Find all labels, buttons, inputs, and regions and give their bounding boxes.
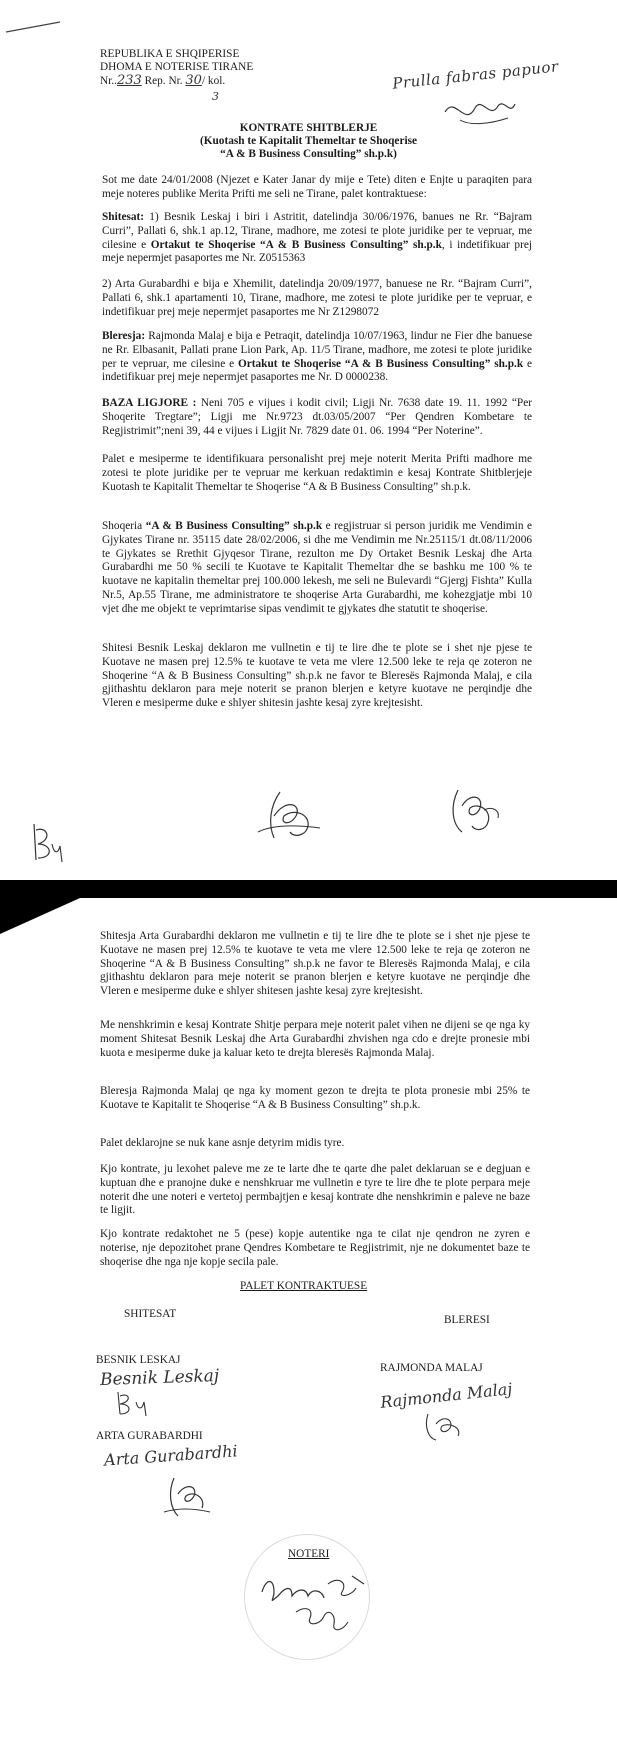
rajmonda-name: RAJMONDA MALAJ	[380, 1362, 483, 1374]
besnik-initials	[112, 1388, 152, 1418]
bleresja-rights-paragraph: Bleresja Rajmonda Malaj qe nga ky moment gezon te drejta te plota pronesie mbi 25% te Kuotave te Kapitalit te Shoqerise “A & B Business Consulting” sh.p.k.	[100, 1085, 530, 1111]
baza-ligjore-paragraph: BAZA LIGJORE : Neni 705 e vijues i kodit civil; Ligji Nr. 7638 date 19. 11. 1992 “Per Shoqerite Tregtare”; Ligji me Nr.9723 dt.03/05/2007 “Per Qendren Kombetare te Regjistrimit”;neni 39, 44 e vijues i Ligjit Nr. 7829 date 01. 06. 1994 “Per Noterine”.	[102, 397, 532, 437]
besnik-signature: Besnik Leskaj	[99, 1365, 220, 1391]
header-dhoma: DHOMA E NOTERISE TIRANE	[100, 61, 254, 73]
contract-page-2	[0, 898, 617, 1754]
corner-mark	[4, 20, 64, 36]
shoqeria-paragraph: Shoqeria “A & B Business Consulting” sh.p.k e regjistruar si person juridik me Vendimin e Gjykates Tirane nr. 35115 date 28/02/2006, si dhe me Vendimin me Nr.25115/1 dt.08/11/2006 te Gjykates se Rrethit Gjyqesor Tirane, rezulton me Dy Ortaket Besnik Leskaj dhe Arta Gurabardhi me 50 % secili te Kuotave te Kapitalit Themeltar dhe se bashku me 100 % te kuotave ne kapitalin themeltar prej 100.000 lekesh, me seli ne Bulevardi “Gjergj Fishta” Kulla Nr.5, Ap.55 Tirane, me administratore te shoqerise Arta Gurabardhi, me kohezgjatje mbi 10 vjet dhe me objekt te veprimtarise sipas vendimit te gjykates dhe statutit te shoqerise.	[102, 520, 532, 615]
signature-besnik-page1	[250, 786, 330, 846]
arta-signature: Arta Gurabardhi	[103, 1441, 239, 1470]
besnik-name: BESNIK LESKAJ	[96, 1354, 181, 1366]
rajmonda-signature: Rajmonda Malaj	[379, 1379, 514, 1412]
title-line2: (Kuotash te Kapitalit Themeltar te Shoqerise	[199, 135, 418, 147]
kopje-paragraph: Kjo kontrate redaktohet ne 5 (pese) kopje autentike nga te cilat nje qendron ne zyren e noterise, nje depozitohet prane Qendres Kombetare te Regjistrimit, nje ne dokumentet baze te shoqerise dhe nga nje kopje secila pale.	[100, 1228, 530, 1268]
page-separator	[0, 880, 617, 898]
title-line1: KONTRATE SHITBLERJE	[239, 122, 378, 134]
signature-arta-page1	[440, 780, 510, 840]
noteri-label: NOTERI	[288, 1548, 330, 1560]
arta-name: ARTA GURABARDHI	[96, 1430, 203, 1442]
arta-initials	[158, 1472, 218, 1522]
intro-paragraph: Sot me date 24/01/2008 (Njezet e Kater Janar dy mije e Tete) diten e Enjte u paraqiten para meje noteres publike Merita Prifti me seli ne Tirane, palet kontraktuese:	[102, 174, 532, 200]
bleresja-paragraph: Bleresja: Rajmonda Malaj e bija e Petraqit, datelindja 10/07/1963, lindur ne Fier dhe banuese ne Rr. Elbasanit, Pallati prane Lion Park, Ap. 11/5 Tirane, madhore, me zotesi te plote juridike per te vepruar, me cilesine e Ortakut te Shoqerise “A & B Business Consulting” sh.p.k e indetifikuar prej meje nepermjet pasaportes me Nr. D 0000238.	[102, 330, 532, 384]
header-republika: REPUBLIKA E SHQIPERISE	[100, 48, 240, 60]
shitesi-paragraph: Shitesi Besnik Leskaj deklaron me vullnetin e tij te lire dhe te plote se i shet nje pjese te Kuotave ne masen prej 12.5% te kuotave te veta me vlere 12.500 leke te reja qe zoteron ne Shoqerine “A & B Business Consulting” sh.p.k ne favor te Bleresës Rajmonda Malaj, e cila gjithashtu deklaron para meje noterit se pranon blerjen e ketyre kuotave ne perqindje dhe Vleren e mesiperme duke e shlyer shitesin jashte kesaj zyre krejtesisht.	[102, 642, 532, 710]
shitesja-paragraph: Shitesja Arta Gurabardhi deklaron me vullnetin e tij te lire dhe te plote se i shet nje pjese te Kuotave ne masen prej 12.5% te kuotave te veta me vlere 12.500 leke te reja qe zoteron ne Shoqerine “A & B Business Consulting” sh.p.k ne favor te Bleresës Rajmonda Malaj, e cila gjithashtu deklaron para meje noterit se pranon blerjen e ketyre kuotave ne perqindje dhe Vleren e mesiperme duke e shlyer shitesen jashte kesaj zyre krejtesisht.	[100, 930, 530, 998]
detyrim-paragraph: Palet deklarojne se nuk kane asnje detyrim midis tyre.	[100, 1137, 345, 1149]
signature-left-margin	[26, 820, 66, 865]
palet-identifikuara-paragraph: Palet e mesiperme te identifikuara personalisht prej meje noterit Merita Prifti madhore me zotesi te plote juridike per te vepruar me kerkuan redaktimin e kesaj Kontrate Shitblerjeje Kuotash te Kapitalit Themeltar te Shoqerise “A & B Business Consulting” sh.p.k.	[102, 453, 532, 493]
lexohet-paragraph: Kjo kontrate, ju lexohet paleve me ze te larte dhe te qarte dhe palet deklaruan se e degjuan e kuptuan dhe e pranojne duke e nenshkruar me vullnetin e tyre te lire dhe te plote perpara meje noterit dhe une noteri e vertetoj permbajtjen e kesaj kontrate dhe nenshkrimin e paleve ne baze te ligjit.	[100, 1163, 530, 1217]
header-numbers: Nr..233 Rep. Nr. 30/ kol.	[100, 73, 226, 88]
title-line3: “A & B Business Consulting” sh.p.k)	[220, 148, 397, 160]
page-corner-fold	[0, 898, 80, 934]
shitesat-label: SHITESAT	[124, 1308, 177, 1320]
rep-sub-number: 3	[212, 90, 219, 103]
rajmonda-initials	[420, 1408, 470, 1444]
nenshkrimi-paragraph: Me nenshkrimin e kesaj Kontrate Shitje perpara meje noterit palet vihen ne dijeni se qe nga ky moment Shitesat Besnik Leskaj dhe Arta Gurabardhi zhvishen nga cdo e drejte pronesie mbi kuota e mesiperme duke ja kaluar keto te drejta bleresës Rajmonda Malaj.	[100, 1019, 530, 1059]
bleresi-label: BLERESI	[444, 1314, 490, 1326]
handwritten-note: Prulla fabras papuor	[391, 57, 560, 93]
shitesja-2-paragraph: 2) Arta Gurabardhi e bija e Xhemilit, datelindja 20/09/1977, banuese ne Rr. “Bajram Curri”, Pallati 6, shk.1 apartamenti 10, Tirane, madhore, me zotesi te plote juridike per te vepruar, e indetifikuar prej meje nepermjet pasaportes me Nr Z1298072	[102, 278, 532, 318]
noteri-signature	[252, 1562, 382, 1642]
shitesat-paragraph: Shitesat: 1) Besnik Leskaj i biri i Astritit, datelindja 30/06/1976, banues ne Rr. “Bajram Curri”, Pallati 6, shk.1 ap.12, Tirane, madhore, me zotesi te plote juridike per te vepruar, me cilesine e Ortakut te Shoqerise “A & B Business Consulting” sh.p.k, i indetifikuar prej meje nepermjet pasaportes me Nr. Z0515363	[102, 211, 532, 265]
palet-kontraktuese-heading: PALET KONTRAKTUESE	[240, 1280, 368, 1292]
